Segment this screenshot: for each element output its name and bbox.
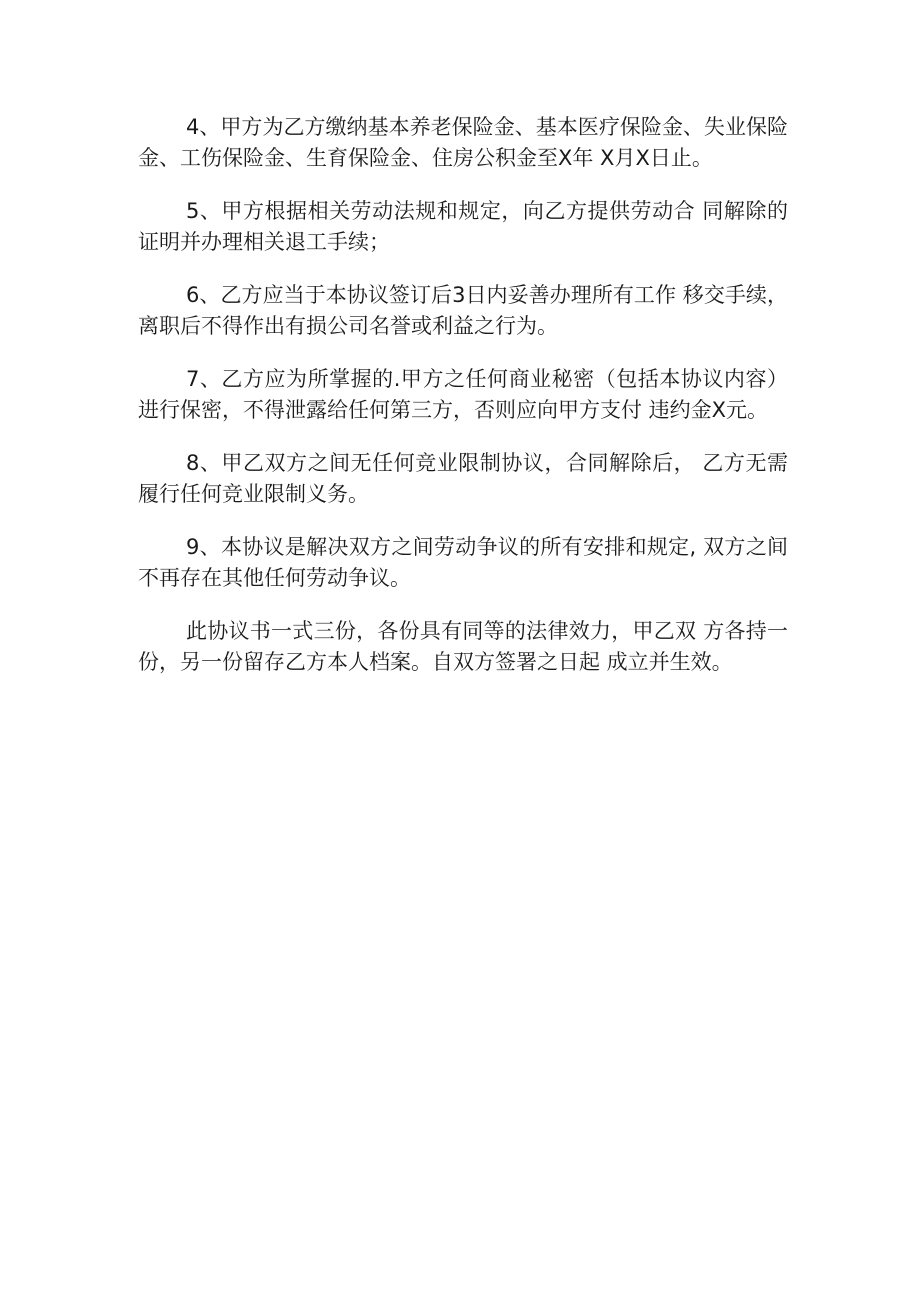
document-body [138, 112, 788, 700]
clause-9-dispute-settlement: 9、本协议是解决双方之间劳动争议的所有安排和规定, 双方之间不再存在其他任何劳动争议。 [138, 535, 788, 590]
clause-7-confidentiality: 7、乙方应为所掌握的.甲方之任何商业秘密（包括本协议内容）进行保密，不得泄露给任何第三方，否则应向甲方支付 违约金X元。 [138, 367, 788, 422]
clause-6-handover: 6、乙方应当于本协议签订后3日内妥善办理所有工作 移交手续，离职后不得作出有损公司名誉或利益之行为。 [138, 283, 788, 338]
closing-clause-copies-effect: 此协议书一式三份，各份具有同等的法律效力，甲乙双 方各持一份，另一份留存乙方本人档案。自双方签署之日起 成立并生效。 [138, 619, 788, 674]
clause-8-non-compete: 8、甲乙双方之间无任何竞业限制协议，合同解除后， 乙方无需履行任何竞业限制义务。 [138, 451, 788, 506]
clause-5-termination-proof: 5、甲方根据相关劳动法规和规定，向乙方提供劳动合 同解除的证明并办理相关退工手续； [138, 199, 788, 254]
clause-4-insurance: 4、甲方为乙方缴纳基本养老保险金、基本医疗保险金、失业保险金、工伤保险金、生育保险金、住房公积金至X年 X月X日止。 [138, 115, 788, 170]
